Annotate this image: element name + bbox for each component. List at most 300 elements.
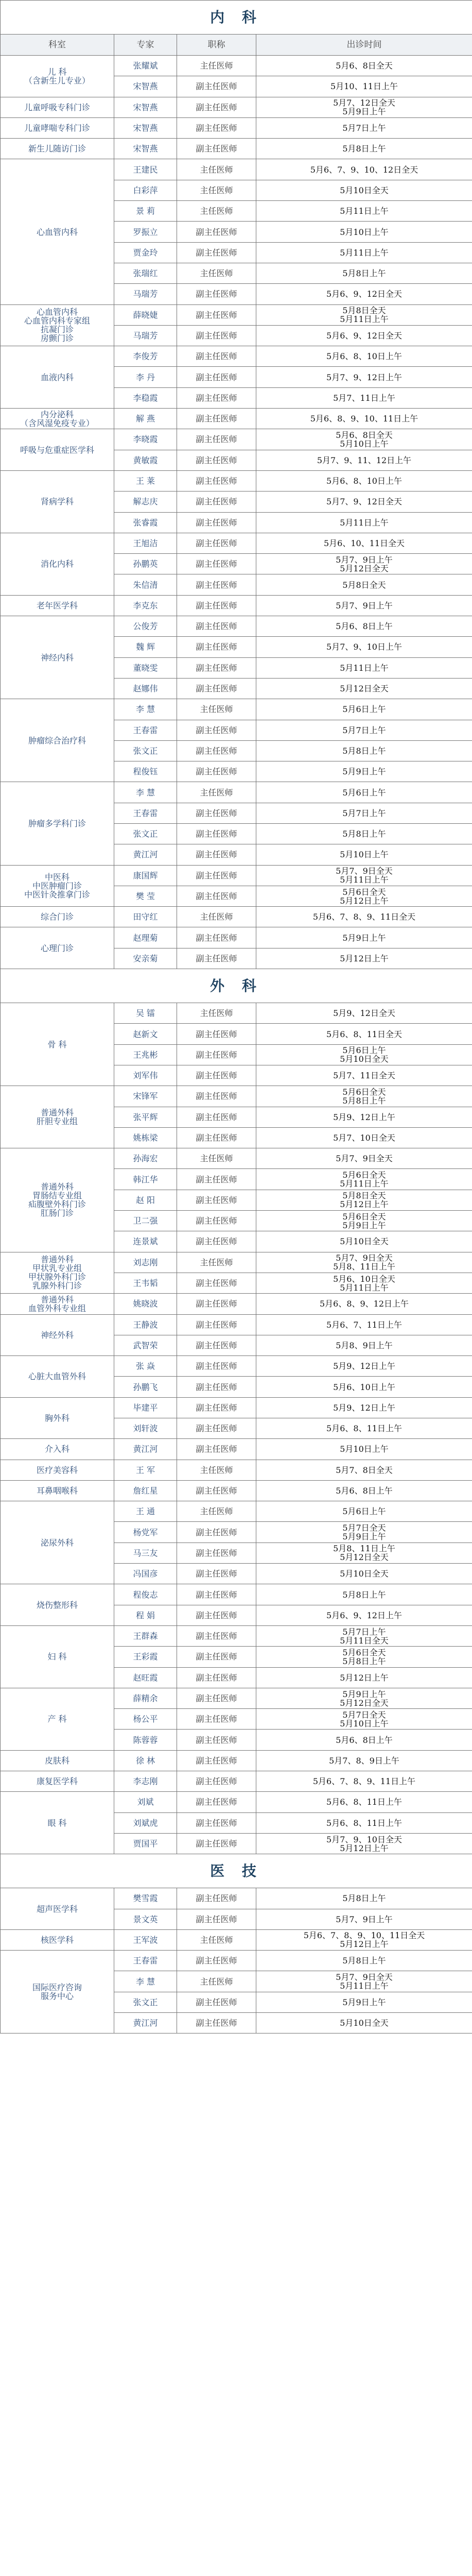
time-cell: 5月9、12日上午 [256,1356,472,1377]
doctor-cell: 姚晓波 [114,1294,177,1314]
time-cell: 5月6、10日上午 [256,1377,472,1397]
title-cell: 主任医师 [177,1460,256,1480]
time-cell: 5月6、8日上午 [256,616,472,637]
doctor-cell: 王群森 [114,1625,177,1646]
title-cell: 主任医师 [177,1971,256,1992]
title-cell: 副主任医师 [177,1314,256,1335]
title-cell: 副主任医师 [177,284,256,304]
col-header-time: 出诊时间 [256,35,472,56]
time-cell: 5月8日上午 [256,1888,472,1909]
title-cell: 副主任医师 [177,1273,256,1293]
doctor-cell: 刘斌虎 [114,1812,177,1833]
doctor-cell: 魏 辉 [114,637,177,657]
doctor-cell: 张 焱 [114,1356,177,1377]
title-cell: 主任医师 [177,1501,256,1522]
time-cell: 5月6日全天 5月8日上午 [256,1647,472,1667]
doctor-cell: 韩江华 [114,1169,177,1190]
time-cell: 5月6、8、11日上午 [256,1812,472,1833]
time-cell: 5月6、9、12日上午 [256,1605,472,1625]
table-row [1,1501,472,1522]
title-cell: 副主任医师 [177,1909,256,1929]
department-cell: 儿童呼吸专科门诊 [1,97,114,117]
time-cell: 5月12日全天 [256,678,472,699]
title-cell: 主任医师 [177,907,256,927]
time-cell: 5月10日上午 [256,1439,472,1460]
table-row [1,1771,472,1792]
time-cell: 5月6、10、11日全天 [256,533,472,553]
time-cell: 5月6日上午 5月10日全天 [256,1044,472,1065]
title-cell: 副主任医师 [177,1750,256,1771]
doctor-cell: 宋智燕 [114,97,177,117]
time-cell: 5月8、11日上午 5月12日全天 [256,1543,472,1563]
doctor-cell: 康国辉 [114,865,177,886]
department-cell: 妇 科 [1,1625,114,1688]
doctor-cell: 孙鹏英 [114,554,177,574]
title-cell: 主任医师 [177,1929,256,1950]
time-cell: 5月8日全天 [256,574,472,595]
doctor-cell: 刘斌 [114,1792,177,1812]
title-cell: 副主任医师 [177,1833,256,1854]
time-cell: 5月6日全天 5月8日上午 [256,1086,472,1107]
time-cell: 5月11日上午 [256,512,472,533]
department-cell: 产 科 [1,1688,114,1750]
table-row [1,1294,472,1314]
time-cell: 5月6、8、11日全天 [256,1024,472,1044]
time-cell: 5月6日上午 [256,699,472,720]
time-cell: 5月7、9日全天 [256,1148,472,1169]
department-cell: 骨 科 [1,1003,114,1086]
doctor-cell: 毕建平 [114,1397,177,1418]
title-cell: 副主任医师 [177,1480,256,1501]
doctor-cell: 徐 林 [114,1750,177,1771]
doctor-cell: 田守红 [114,907,177,927]
doctor-cell: 吴 镭 [114,1003,177,1024]
doctor-cell: 王春雷 [114,720,177,740]
time-cell: 5月9日上午 [256,1992,472,2012]
doctor-cell: 王彩霞 [114,1647,177,1667]
doctor-cell: 杨公平 [114,1709,177,1730]
time-cell: 5月7日上午 [256,803,472,823]
doctor-cell: 张耀斌 [114,56,177,76]
title-cell: 副主任医师 [177,1951,256,1971]
title-cell: 副主任医师 [177,325,256,346]
title-cell: 副主任医师 [177,823,256,844]
time-cell: 5月7日全天 5月10日上午 [256,1709,472,1730]
doctor-cell: 黄江河 [114,1439,177,1460]
doctor-cell: 王建民 [114,159,177,180]
table-row [1,1750,472,1771]
table-row [1,1888,472,1909]
title-cell: 副主任医师 [177,1335,256,1355]
department-cell: 神经内科 [1,616,114,699]
title-cell: 副主任医师 [177,1294,256,1314]
time-cell: 5月7、9日上午 5月12日全天 [256,554,472,574]
time-cell: 5月7、11日上午 [256,387,472,408]
department-cell: 烧伤整形科 [1,1584,114,1626]
doctor-cell: 刘军伟 [114,1065,177,1086]
doctor-cell: 武智荣 [114,1335,177,1355]
time-cell: 5月6、8日全天 5月10日上午 [256,429,472,450]
department-cell: 肾病学科 [1,470,114,533]
table-row [1,1929,472,1950]
table-row [1,1584,472,1605]
time-cell: 5月7日上午 [256,720,472,740]
doctor-cell: 李 慧 [114,699,177,720]
doctor-cell: 王旭洁 [114,533,177,553]
time-cell: 5月6日全天 5月9日上午 [256,1211,472,1231]
title-cell: 副主任医师 [177,1543,256,1563]
table-row [1,1314,472,1335]
time-cell: 5月7、9、10日上午 [256,637,472,657]
time-cell: 5月6、7、9、10、12日全天 [256,159,472,180]
title-cell: 主任医师 [177,1148,256,1169]
doctor-cell: 赵娜伟 [114,678,177,699]
title-cell: 副主任医师 [177,1211,256,1231]
time-cell: 5月9日上午 [256,927,472,948]
department-cell: 肿瘤多学科门诊 [1,782,114,865]
table-row [1,1003,472,1024]
doctor-cell: 王静波 [114,1314,177,1335]
time-cell: 5月7、9、10日全天 5月12日上午 [256,1833,472,1854]
title-cell: 副主任医师 [177,242,256,263]
table-row [1,907,472,927]
title-cell: 副主任医师 [177,2013,256,2033]
doctor-cell: 薛晓婕 [114,304,177,325]
title-cell: 副主任医师 [177,554,256,574]
table-row [1,1480,472,1501]
department-cell: 老年医学科 [1,595,114,616]
table-row [1,533,472,553]
table-row [1,1625,472,1646]
title-cell: 副主任医师 [177,450,256,470]
department-cell: 核医学科 [1,1929,114,1950]
time-cell: 5月6、7、8、9、11日上午 [256,1771,472,1792]
doctor-cell: 陈蓉蓉 [114,1730,177,1750]
table-row [1,159,472,180]
doctor-cell: 公俊芳 [114,616,177,637]
time-cell: 5月6、8日全天 [256,56,472,76]
title-cell: 副主任医师 [177,844,256,865]
title-cell: 副主任医师 [177,1605,256,1625]
department-cell: 介入科 [1,1439,114,1460]
title-cell: 副主任医师 [177,657,256,678]
title-cell: 副主任医师 [177,803,256,823]
doctor-cell: 赵 阳 [114,1190,177,1210]
time-cell: 5月10日全天 [256,2013,472,2033]
time-cell: 5月8日上午 [256,139,472,159]
table-row [1,595,472,616]
title-cell: 副主任医师 [177,470,256,491]
doctor-cell: 李晓霞 [114,429,177,450]
title-cell: 副主任医师 [177,1356,256,1377]
time-cell: 5月11日上午 [256,201,472,222]
doctor-cell: 卫二强 [114,1211,177,1231]
department-cell: 眼 科 [1,1792,114,1854]
doctor-cell: 姚栋梁 [114,1127,177,1148]
doctor-cell: 赵新文 [114,1024,177,1044]
schedule-body [1,1,472,2033]
table-row [1,346,472,367]
title-cell: 副主任医师 [177,678,256,699]
time-cell: 5月6日全天 5月11日上午 [256,1169,472,1190]
time-cell: 5月8日上午 [256,1584,472,1605]
title-cell: 副主任医师 [177,1888,256,1909]
doctor-cell: 白彩萍 [114,180,177,200]
time-cell: 5月7、9、12日上午 [256,367,472,387]
title-cell: 副主任医师 [177,1107,256,1127]
doctor-cell: 黄敏霞 [114,450,177,470]
department-cell: 心理门诊 [1,927,114,969]
table-row [1,97,472,117]
title-cell: 副主任医师 [177,1231,256,1252]
title-cell: 副主任医师 [177,1190,256,1210]
time-cell: 5月6、8日上午 [256,1480,472,1501]
doctor-cell: 李克东 [114,595,177,616]
table-row [1,1397,472,1418]
doctor-cell: 李 丹 [114,367,177,387]
doctor-cell: 刘志刚 [114,1252,177,1273]
table-row [1,699,472,720]
title-cell: 副主任医师 [177,387,256,408]
doctor-cell: 王韦韬 [114,1273,177,1293]
department-cell: 胸外科 [1,1397,114,1439]
doctor-cell: 程俊志 [114,1584,177,1605]
time-cell: 5月6、7、8、9、10、11日全天 5月12日上午 [256,1929,472,1950]
department-cell: 呼吸与危重症医学科 [1,429,114,471]
time-cell: 5月10日上午 [256,844,472,865]
doctor-cell: 黄江河 [114,844,177,865]
title-cell: 副主任医师 [177,886,256,906]
title-cell: 副主任医师 [177,927,256,948]
table-row [1,139,472,159]
doctor-cell: 王春雷 [114,1951,177,1971]
doctor-cell: 王 军 [114,1460,177,1480]
section-title: 外 科 [1,969,472,1003]
department-cell: 泌尿外科 [1,1501,114,1584]
title-cell: 副主任医师 [177,1992,256,2012]
time-cell: 5月7、9、11、12日上午 [256,450,472,470]
title-cell: 副主任医师 [177,117,256,138]
table-row [1,470,472,491]
time-cell: 5月6、8、9、10、11日上午 [256,409,472,429]
time-cell: 5月8、9日上午 [256,1335,472,1355]
title-cell: 副主任医师 [177,367,256,387]
department-cell: 医疗美容科 [1,1460,114,1480]
time-cell: 5月8日上午 [256,823,472,844]
time-cell: 5月7日上午 5月11日全天 [256,1625,472,1646]
title-cell: 主任医师 [177,1003,256,1024]
title-cell: 副主任医师 [177,1688,256,1708]
col-header-doctor: 专家 [114,35,177,56]
doctor-cell: 赵旺霞 [114,1667,177,1688]
time-cell: 5月7、9日全天 5月11日上午 [256,865,472,886]
title-cell: 主任医师 [177,699,256,720]
time-cell: 5月12日上午 [256,948,472,969]
time-cell: 5月7、11日全天 [256,1065,472,1086]
title-cell: 副主任医师 [177,1065,256,1086]
title-cell: 副主任医师 [177,97,256,117]
time-cell: 5月9日上午 [256,761,472,782]
title-cell: 副主任医师 [177,1086,256,1107]
time-cell: 5月9日上午 5月12日全天 [256,1688,472,1708]
time-cell: 5月7、9日全天 5月11日上午 [256,1971,472,1992]
table-row [1,1951,472,1971]
doctor-cell: 黄江河 [114,2013,177,2033]
title-cell: 副主任医师 [177,1377,256,1397]
time-cell: 5月6、7、8、9、11日全天 [256,907,472,927]
department-cell: 超声医学科 [1,1888,114,1930]
section-title: 医 技 [1,1854,472,1888]
table-row [1,1356,472,1377]
department-cell: 普通外科 血管外科专业组 [1,1294,114,1314]
title-cell: 副主任医师 [177,222,256,242]
table-row [1,117,472,138]
doctor-cell: 张文正 [114,740,177,761]
department-cell: 内分泌科 （含风湿免疫专业） [1,409,114,429]
time-cell: 5月10日全天 [256,180,472,200]
doctor-cell: 马瑞芳 [114,284,177,304]
time-cell: 5月6、8、10日上午 [256,470,472,491]
time-cell: 5月6、8、11日上午 [256,1418,472,1439]
doctor-cell: 贾金玲 [114,242,177,263]
time-cell: 5月6、9、12日全天 [256,284,472,304]
time-cell: 5月10日全天 [256,1564,472,1584]
doctor-cell: 李 慧 [114,1971,177,1992]
department-cell: 心血管内科 [1,159,114,304]
department-cell: 新生儿随访门诊 [1,139,114,159]
table-row [1,429,472,450]
title-cell: 副主任医师 [177,865,256,886]
time-cell: 5月8日上午 [256,1951,472,1971]
time-cell: 5月7、9日全天 5月8、11日上午 [256,1252,472,1273]
title-cell: 主任医师 [177,782,256,803]
title-cell: 主任医师 [177,201,256,222]
doctor-cell: 朱信清 [114,574,177,595]
department-cell: 心脏大血管外科 [1,1356,114,1398]
time-cell: 5月6日上午 [256,1501,472,1522]
title-cell: 副主任医师 [177,1397,256,1418]
title-cell: 副主任医师 [177,1647,256,1667]
time-cell: 5月9、12日上午 [256,1107,472,1127]
title-cell: 副主任医师 [177,1812,256,1833]
time-cell: 5月11日上午 [256,657,472,678]
time-cell: 5月6日上午 [256,782,472,803]
doctor-cell: 王军波 [114,1929,177,1950]
doctor-cell: 孙鹏飞 [114,1377,177,1397]
doctor-cell: 宋智燕 [114,76,177,97]
table-row [1,56,472,76]
department-cell: 国际医疗咨询 服务中心 [1,1951,114,2033]
time-cell: 5月7、8、9日上午 [256,1750,472,1771]
department-cell: 普通外科 甲状乳专业组 甲状腺外科门诊 乳腺外科门诊 [1,1252,114,1294]
department-cell: 神经外科 [1,1314,114,1356]
time-cell: 5月7日上午 [256,117,472,138]
time-cell: 5月8日上午 [256,263,472,283]
title-cell: 副主任医师 [177,346,256,367]
doctor-cell: 董晓雯 [114,657,177,678]
title-cell: 副主任医师 [177,720,256,740]
doctor-cell: 李稳霞 [114,387,177,408]
doctor-cell: 宋锋军 [114,1086,177,1107]
doctor-cell: 宋智燕 [114,117,177,138]
title-cell: 主任医师 [177,1252,256,1273]
time-cell: 5月6日全天 5月12日上午 [256,886,472,906]
time-cell: 5月6、9、12日全天 [256,325,472,346]
doctor-cell: 王兆彬 [114,1044,177,1065]
department-cell: 儿 科 （含新生儿专业） [1,56,114,97]
title-cell: 副主任医师 [177,616,256,637]
title-cell: 副主任医师 [177,574,256,595]
time-cell: 5月6、8、10日上午 [256,346,472,367]
title-cell: 副主任医师 [177,409,256,429]
title-cell: 主任医师 [177,56,256,76]
department-cell: 血液内科 [1,346,114,409]
department-cell: 儿童哮喘专科门诊 [1,117,114,138]
table-row [1,1792,472,1812]
column-header-row [1,35,472,56]
doctor-cell: 景文英 [114,1909,177,1929]
title-cell: 副主任医师 [177,1169,256,1190]
title-cell: 副主任医师 [177,1439,256,1460]
title-cell: 副主任医师 [177,740,256,761]
doctor-cell: 马瑞芳 [114,325,177,346]
doctor-cell: 宋智燕 [114,139,177,159]
title-cell: 副主任医师 [177,595,256,616]
table-row [1,616,472,637]
table-row [1,865,472,886]
department-cell: 消化内科 [1,533,114,595]
department-cell: 中医科 中医肿瘤门诊 中医针灸推拿门诊 [1,865,114,907]
department-cell: 综合门诊 [1,907,114,927]
col-header-dept: 科室 [1,35,114,56]
time-cell: 5月7、9日上午 [256,595,472,616]
title-cell: 副主任医师 [177,1044,256,1065]
doctor-cell: 景 莉 [114,201,177,222]
time-cell: 5月7、8日全天 [256,1460,472,1480]
doctor-cell: 孙海宏 [114,1148,177,1169]
doctor-cell: 罗振立 [114,222,177,242]
title-cell: 副主任医师 [177,1522,256,1543]
doctor-cell: 程 娟 [114,1605,177,1625]
doctor-cell: 赵理菊 [114,927,177,948]
doctor-cell: 张文正 [114,1992,177,2012]
department-cell: 肿瘤综合治疗科 [1,699,114,782]
doctor-cell: 刘轩波 [114,1418,177,1439]
doctor-cell: 薛精余 [114,1688,177,1708]
time-cell: 5月9、12日上午 [256,1397,472,1418]
title-cell: 副主任医师 [177,1667,256,1688]
doctor-cell: 李志刚 [114,1771,177,1792]
title-cell: 副主任医师 [177,304,256,325]
title-cell: 副主任医师 [177,1709,256,1730]
section-header [1,1854,472,1888]
table-row [1,304,472,325]
time-cell: 5月6、10日全天 5月11日上午 [256,1273,472,1293]
title-cell: 副主任医师 [177,76,256,97]
title-cell: 副主任医师 [177,1564,256,1584]
doctor-cell: 樊 莹 [114,886,177,906]
doctor-cell: 安亲菊 [114,948,177,969]
col-header-title: 职称 [177,35,256,56]
time-cell: 5月7日全天 5月9日上午 [256,1522,472,1543]
table-row [1,1086,472,1107]
doctor-cell: 解志庆 [114,492,177,512]
department-cell: 皮肤科 [1,1750,114,1771]
table-row [1,927,472,948]
title-cell: 副主任医师 [177,492,256,512]
doctor-cell: 李 慧 [114,782,177,803]
time-cell: 5月12日上午 [256,1667,472,1688]
